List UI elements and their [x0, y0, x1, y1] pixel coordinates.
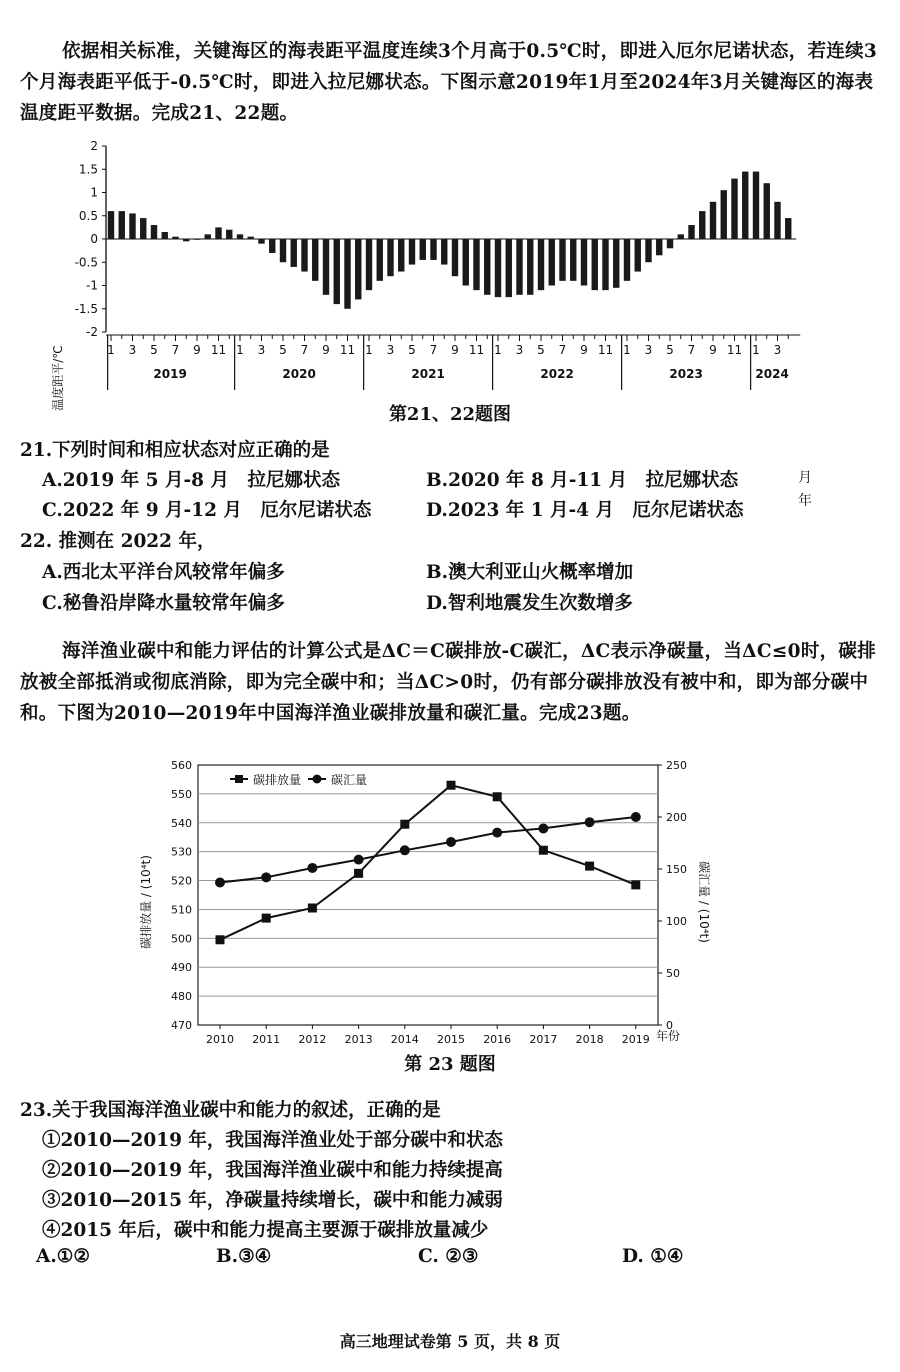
- intro-paragraph-1: 依据相关标准，关键海区的海表距平温度连续3个月高于0.5℃时，即进入厄尔尼诺状态，若连续3个月海表距平低于-0.5℃时，即进入拉尼娜状态。下图示意2019年1月至2024年3月关键海区的海表温度距平数据。完成21、22题。: [20, 41, 878, 124]
- chart2-x-tick-label: 2012: [298, 1033, 327, 1046]
- chart1-month-label: 9: [580, 343, 588, 357]
- chart1-month-label: 9: [193, 343, 201, 357]
- chart1-month-label: 5: [279, 343, 287, 357]
- chart1-bar: [516, 239, 522, 295]
- chart2-left-tick-label: 540: [171, 816, 192, 830]
- chart1-year-unit: 年: [798, 493, 812, 509]
- chart1-bar: [678, 234, 684, 239]
- chart2-right-tick-label: 250: [666, 759, 687, 772]
- q23-stem: 23.关于我国海洋渔业碳中和能力的叙述，正确的是: [20, 1100, 441, 1121]
- sink-point: [631, 812, 641, 822]
- chart2-left-tick-label: 490: [171, 961, 192, 975]
- chart2-xlabel: 年份: [656, 1029, 681, 1043]
- chart1-month-label: 1: [752, 343, 760, 357]
- chart1-bar: [624, 239, 630, 281]
- q22-option-d: D.智利地震发生次数增多: [426, 593, 633, 614]
- carbon-line-chart: [0, 752, 900, 1052]
- chart1-bar: [377, 239, 383, 281]
- q23-item-2: ②2010—2019 年，我国海洋渔业碳中和能力持续提高: [42, 1160, 503, 1181]
- chart1-month-label: 11: [210, 343, 227, 357]
- chart1-bar: [344, 239, 350, 309]
- chart1-month-label: 9: [322, 343, 330, 357]
- q21-option-a: A.2019 年 5 月-8 月 拉尼娜状态: [42, 470, 340, 491]
- chart1-bar: [721, 190, 727, 239]
- chart1-bar: [312, 239, 318, 281]
- chart1-month-label: 1: [236, 343, 244, 357]
- chart1-bar: [280, 239, 286, 262]
- chart1-y-tick-label: 0.5: [78, 208, 98, 223]
- chart1-month-label: 1: [107, 343, 115, 357]
- q23-option-c: C. ②③: [418, 1246, 479, 1267]
- chart1-bar: [248, 237, 254, 239]
- chart1-bar: [667, 239, 673, 248]
- chart1-bar: [774, 202, 780, 239]
- chart1-bar: [129, 213, 135, 239]
- intro-paragraph-2: 海洋渔业碳中和能力评估的计算公式是ΔC＝C碳排放-C碳汇，ΔC表示净碳量，当ΔC≤0时，碳排放被全部抵消或彻底消除，即为完全碳中和；当ΔC>0时，仍有部分碳排放没有被中和，即为部分碳中和。下图为2010—2019年中国海洋渔业碳排放量和碳汇量。完成23题。: [20, 641, 877, 724]
- chart1-bar: [635, 239, 641, 272]
- chart2-right-tick-label: 0: [666, 1019, 673, 1032]
- chart1-bar: [441, 239, 447, 265]
- chart1-year-label: 2022: [540, 367, 574, 381]
- legend-sink-label: 碳汇量: [331, 773, 368, 787]
- chart1-month-label: 5: [537, 343, 545, 357]
- chart1-bar: [538, 239, 544, 290]
- page-footer: 高三地理试卷第 5 页，共 8 页: [339, 1332, 561, 1351]
- q23-item-1: ①2010—2019 年，我国海洋渔业处于部分碳中和状态: [42, 1130, 503, 1151]
- chart2-left-tick-label: 500: [171, 932, 192, 946]
- sink-point: [261, 872, 271, 882]
- chart1-bar: [409, 239, 415, 265]
- chart1-month-label: 3: [644, 343, 653, 357]
- chart1-bar: [785, 218, 791, 239]
- chart1-bar: [291, 239, 297, 267]
- chart1-year-label: 2020: [282, 367, 316, 381]
- chart1-month-label: 11: [726, 343, 743, 357]
- chart2-left-tick-label: 510: [171, 903, 192, 917]
- sink-point: [354, 855, 364, 865]
- emission-point: [539, 846, 548, 855]
- chart2-x-tick-label: 2010: [206, 1033, 234, 1046]
- chart1-bar: [559, 239, 565, 281]
- chart2-right-tick-label: 200: [666, 811, 687, 824]
- chart1-bar: [301, 239, 307, 272]
- chart2-right-ylabel: 碳汇量 / (10⁴t): [697, 861, 711, 943]
- legend-circle-marker: [313, 775, 322, 784]
- emission-point: [447, 781, 456, 790]
- chart1-bar: [334, 239, 340, 304]
- chart1-bar: [764, 183, 770, 239]
- chart1-bar: [592, 239, 598, 290]
- chart2-right-tick-label: 50: [666, 967, 680, 980]
- q21-option-d: D.2023 年 1 月-4 月 厄尔尼诺状态: [426, 500, 744, 521]
- chart1-bar: [398, 239, 404, 272]
- chart1-month-label: 7: [429, 343, 438, 357]
- chart1-bar: [742, 172, 748, 239]
- emission-point: [216, 935, 225, 944]
- chart2-right-tick-label: 100: [666, 915, 687, 928]
- chart1-month-label: 7: [687, 343, 696, 357]
- chart2-left-tick-label: 560: [171, 759, 192, 772]
- chart1-bar: [194, 239, 200, 240]
- chart1-month-label: 3: [386, 343, 395, 357]
- chart1-bar: [699, 211, 705, 239]
- chart1-month-label: 7: [558, 343, 567, 357]
- chart1-month-label: 1: [623, 343, 631, 357]
- chart1-bar: [688, 225, 694, 239]
- chart1-bar: [506, 239, 512, 297]
- chart1-month-label: 5: [666, 343, 674, 357]
- chart2-left-tick-label: 480: [171, 990, 192, 1004]
- chart1-month-label: 3: [128, 343, 137, 357]
- chart1-bar: [183, 239, 189, 241]
- chart1-y-tick-label: -2: [86, 325, 98, 339]
- q21-option-b: B.2020 年 8 月-11 月 拉尼娜状态: [426, 470, 739, 491]
- chart2-x-tick-label: 2019: [621, 1033, 650, 1046]
- chart1-bar: [549, 239, 555, 286]
- chart1-bar: [613, 239, 619, 288]
- chart1-month-label: 7: [171, 343, 180, 357]
- sink-point: [585, 817, 595, 827]
- q22-option-b: B.澳大利亚山火概率增加: [426, 562, 634, 583]
- chart1-bar: [452, 239, 458, 276]
- sink-point: [446, 837, 456, 847]
- legend-square-marker: [235, 775, 243, 783]
- q23-option-d: D. ①④: [622, 1246, 684, 1267]
- chart1-bar: [420, 239, 426, 260]
- sink-point: [492, 828, 502, 838]
- chart1-month-label: 11: [339, 343, 356, 357]
- chart1-y-tick-label: 1: [90, 185, 98, 200]
- chart1-month-label: 11: [597, 343, 614, 357]
- chart2-x-tick-label: 2017: [529, 1033, 558, 1046]
- chart1-bar: [215, 227, 221, 239]
- sink-point: [307, 863, 317, 873]
- chart1-bar: [108, 211, 114, 239]
- chart1-y-tick-label: 1.5: [78, 162, 98, 177]
- sink-point: [215, 878, 225, 888]
- chart1-bar: [731, 179, 737, 239]
- chart1-bar: [463, 239, 469, 286]
- q21-option-c: C.2022 年 9 月-12 月 厄尔尼诺状态: [42, 500, 372, 521]
- q22-option-c: C.秘鲁沿岸降水量较常年偏多: [42, 593, 285, 614]
- chart1-bar: [484, 239, 490, 295]
- chart2-right-tick-label: 150: [666, 863, 687, 876]
- chart1-bar: [387, 239, 393, 276]
- q22-stem: 22. 推测在 2022 年，: [20, 531, 216, 552]
- chart2-x-tick-label: 2016: [483, 1033, 512, 1046]
- chart1-bar: [269, 239, 275, 253]
- chart1-bar: [473, 239, 479, 290]
- chart1-bar: [162, 232, 168, 239]
- chart1-ylabel: 温度距平/℃: [51, 345, 65, 411]
- chart1-bar: [527, 239, 533, 295]
- chart1-y-tick-label: 0: [90, 232, 98, 246]
- chart2-caption: 第 23 题图: [404, 1054, 496, 1075]
- chart1-caption: 第21、22题图: [388, 404, 512, 425]
- chart2-x-tick-label: 2015: [437, 1033, 465, 1046]
- chart1-bar: [237, 234, 243, 239]
- chart1-bar: [495, 239, 501, 297]
- chart2-left-tick-label: 470: [171, 1019, 192, 1032]
- chart1-bar: [570, 239, 576, 281]
- chart1-bar: [205, 234, 211, 239]
- chart1-bar: [710, 202, 716, 239]
- chart2-x-tick-label: 2014: [390, 1033, 419, 1046]
- emission-point: [262, 914, 271, 923]
- chart1-bar: [581, 239, 587, 286]
- chart1-month-label: 3: [515, 343, 524, 357]
- emission-point: [631, 880, 640, 889]
- chart1-year-label: 2023: [669, 367, 703, 381]
- chart1-bar: [151, 225, 157, 239]
- emission-point: [354, 869, 363, 878]
- legend-emission-label: 碳排放量: [253, 773, 302, 787]
- chart1-y-tick-label: -1: [86, 278, 98, 293]
- q23-option-a: A.①②: [36, 1246, 90, 1267]
- sink-point: [538, 823, 548, 833]
- chart2-left-tick-label: 520: [171, 874, 192, 888]
- chart1-year-label: 2021: [411, 367, 445, 381]
- chart1-bar: [656, 239, 662, 255]
- chart1-month-label: 3: [773, 343, 782, 357]
- chart1-month-label: 5: [150, 343, 158, 357]
- q22-option-a: A.西北太平洋台风较常年偏多: [42, 562, 285, 583]
- chart1-bar: [119, 211, 125, 239]
- chart1-month-label: 1: [365, 343, 373, 357]
- chart1-bar: [366, 239, 372, 290]
- chart1-month-label: 7: [300, 343, 309, 357]
- q21-stem: 21.下列时间和相应状态对应正确的是: [20, 440, 330, 461]
- chart1-month-label: 3: [257, 343, 266, 357]
- chart1-bar: [226, 230, 232, 239]
- chart2-left-tick-label: 530: [171, 845, 192, 859]
- chart1-month-label: 5: [408, 343, 416, 357]
- q23-item-3: ③2010—2015 年，净碳量持续增长，碳中和能力减弱: [42, 1190, 503, 1211]
- chart1-bar: [753, 172, 759, 239]
- chart1-bar: [645, 239, 651, 262]
- chart2-left-tick-label: 550: [171, 787, 192, 801]
- chart1-bar: [355, 239, 361, 299]
- chart1-bar: [140, 218, 146, 239]
- chart1-bar: [602, 239, 608, 290]
- chart1-y-tick-label: -1.5: [74, 301, 98, 316]
- chart1-y-tick-label: 2: [90, 139, 98, 153]
- chart1-month-label: 9: [709, 343, 717, 357]
- chart2-x-tick-label: 2011: [252, 1033, 281, 1046]
- chart1-y-tick-label: -0.5: [74, 255, 98, 270]
- chart2-x-tick-label: 2018: [575, 1033, 604, 1046]
- chart1-month-label: 11: [468, 343, 485, 357]
- chart1-month-label: 9: [451, 343, 459, 357]
- q23-item-4: ④2015 年后，碳中和能力提高主要源于碳排放量减少: [42, 1220, 489, 1241]
- chart1-month-label: 1: [494, 343, 502, 357]
- emission-point: [400, 820, 409, 829]
- chart1-bar: [323, 239, 329, 295]
- chart1-year-label: 2019: [153, 367, 187, 381]
- chart1-bar: [258, 239, 264, 244]
- sink-point: [400, 845, 410, 855]
- chart1-bar: [430, 239, 436, 260]
- chart2-x-tick-label: 2013: [344, 1033, 373, 1046]
- chart1-year-label: 2024: [755, 367, 789, 381]
- chart1-bar: [172, 237, 178, 239]
- emission-point: [585, 862, 594, 871]
- chart2-left-ylabel: 碳排放量 / (10⁴t): [139, 855, 153, 949]
- emission-point: [493, 792, 502, 801]
- chart1-month-unit: 月: [798, 470, 812, 486]
- emission-point: [308, 904, 317, 913]
- q23-option-b: B.③④: [216, 1246, 272, 1267]
